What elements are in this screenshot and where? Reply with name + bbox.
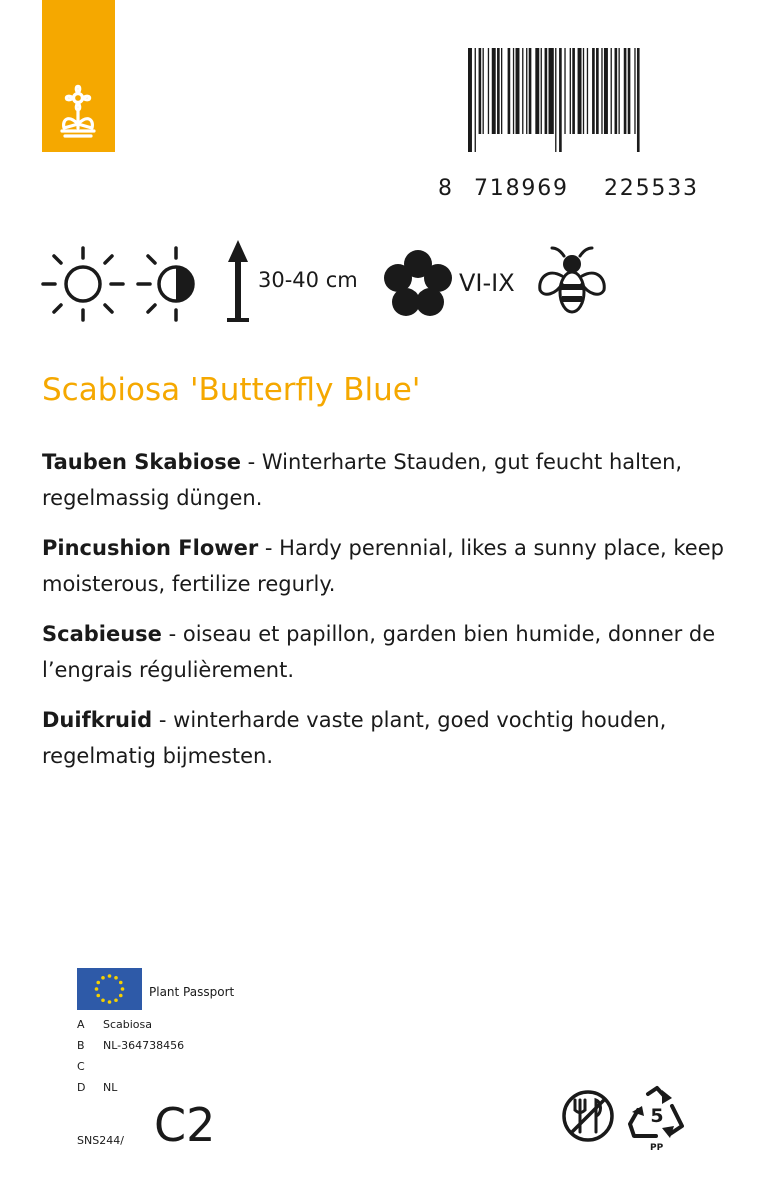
article-code: SNS244/ xyxy=(77,1134,124,1147)
brand-corner-tab xyxy=(42,0,115,152)
product-title: Scabiosa 'Butterfly Blue' xyxy=(42,372,421,408)
barcode-first-digit: 8 xyxy=(438,176,454,201)
height-arrow-icon xyxy=(224,238,252,326)
description-de xyxy=(42,444,732,516)
description-en xyxy=(42,530,732,602)
barcode-left-digits: 718969 xyxy=(474,177,586,201)
barcode xyxy=(438,48,718,201)
barcode-right-digits: 225533 xyxy=(604,177,714,201)
flower-logo-icon xyxy=(54,84,102,144)
height-label: 30-40 cm xyxy=(258,268,358,292)
not-for-consumption-icon xyxy=(560,1088,616,1144)
description-en-name: Pincushion Flower xyxy=(42,536,259,560)
cultivation-icons xyxy=(40,236,680,328)
description-en-text: - Hardy perennial, likes a sunny place, keep moisterous, fertilize regurly. xyxy=(42,536,724,596)
description-fr xyxy=(42,616,732,688)
eu-flag-icon xyxy=(77,968,142,1010)
sun-icon xyxy=(40,242,128,326)
description-de-name: Tauben Skabiose xyxy=(42,450,241,474)
recycling-number: 5 xyxy=(650,1105,664,1127)
bee-icon xyxy=(536,242,608,318)
packet-size-code: C2 xyxy=(154,1098,216,1152)
description-nl xyxy=(42,702,732,774)
half-shade-icon xyxy=(136,242,216,326)
passport-row-d: D NL xyxy=(77,1081,118,1094)
recycling-material: PP xyxy=(650,1143,664,1153)
description-nl-name: Duifkruid xyxy=(42,708,153,732)
passport-row-c: C xyxy=(77,1060,85,1073)
description-nl-text: - winterharde vaste plant, goed vochtig houden, regelmatig bijmesten. xyxy=(42,708,667,768)
recycling-icon xyxy=(626,1084,688,1142)
flower-icon xyxy=(384,250,452,318)
description-fr-name: Scabieuse xyxy=(42,622,162,646)
passport-row-a: A Scabiosa xyxy=(77,1018,153,1031)
description-fr-text: - oiseau et papillon, garden bien humide, donner de l’engrais régulièrement. xyxy=(42,622,716,682)
description-de-text: - Winterharte Stauden, gut feucht halten, regelmassig düngen. xyxy=(42,450,683,510)
flowering-period-label: VI-IX xyxy=(459,269,515,297)
plant-passport-label: Plant Passport xyxy=(149,985,235,999)
passport-row-b: B NL-364738456 xyxy=(77,1039,185,1052)
